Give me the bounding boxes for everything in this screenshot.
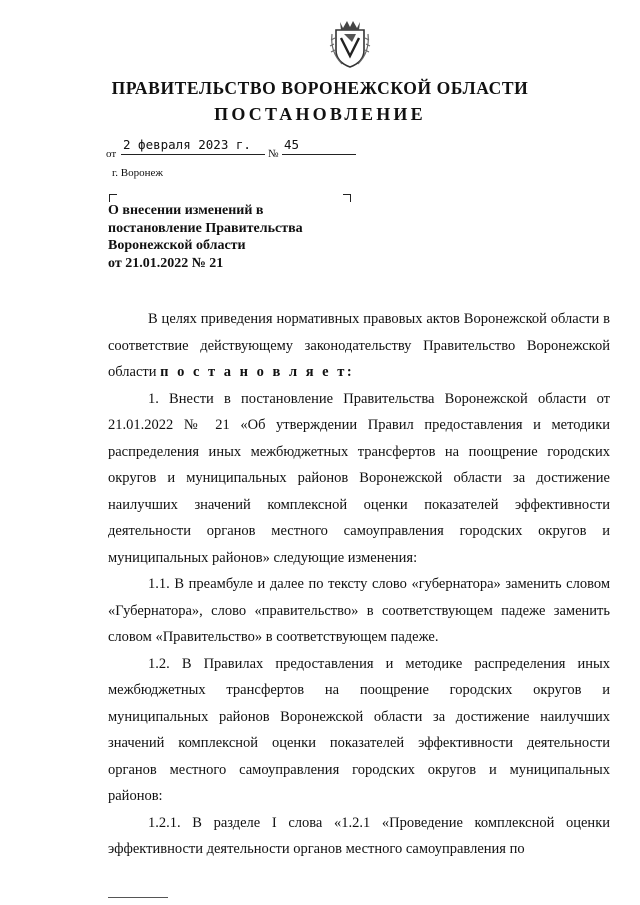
- date-prefix: от: [106, 148, 117, 160]
- subject-block: [108, 202, 338, 272]
- subject-corner-right: [343, 194, 351, 202]
- number-prefix: №: [268, 148, 279, 160]
- subject-line: Воронежской области: [108, 238, 246, 253]
- subject-corner-left: [109, 194, 117, 202]
- coat-of-arms-icon: [328, 16, 372, 70]
- registration-line: [106, 136, 366, 160]
- document-body: [108, 306, 610, 863]
- item-1-paragraph: 1. Внести в постановление Правительства Воронежской области от 21.01.2022 № 21 «Об утверждении Правил предоставления и методики распределения иных межбюджетных трансфертов на поощрение городских округов и муниципальных районов Воронежской области за достижение наилучших значений комплексной оценки показателей эффективности деятельности органов местного самоуправления городских округов и муниципальных районов» следующие изменения:: [108, 390, 610, 566]
- organization-title: ПРАВИТЕЛЬСТВО ВОРОНЕЖСКОЙ ОБЛАСТИ: [111, 78, 529, 98]
- city-label: г. Воронеж: [112, 167, 163, 179]
- subject-line: О внесении изменений в: [108, 203, 264, 218]
- preamble-text: В целях приведения нормативных правовых актов Воронежской области в соответствие действующему законодательству Правительство Воронежской области: [108, 311, 610, 380]
- number-value: 45: [282, 136, 356, 155]
- date-value: 2 февраля 2023 г.: [121, 136, 265, 155]
- subject-line: от 21.01.2022 № 21: [108, 255, 224, 271]
- item-1-2-1-paragraph: 1.2.1. В разделе I слова «1.2.1 «Проведение комплексной оценки эффективности деятельности органов местного самоуправления по: [108, 814, 610, 857]
- document-type-title: ПОСТАНОВЛЕНИЕ: [214, 104, 426, 124]
- item-1-1-paragraph: 1.1. В преамбуле и далее по тексту слово «губернатора» заменить словом «Губернатора», слово «правительство» в соответствующем падеже заменить словом «Правительство» в соответствующем падеже.: [108, 576, 610, 645]
- item-1-2-paragraph: 1.2. В Правилах предоставления и методике распределения иных межбюджетных трансфертов на поощрение городских округов и муниципальных районов Воронежской области за достижение наилучших значений комплексной оценки показателей эффективности деятельности органов местного самоуправления городских округов и муниципальных районов:: [108, 655, 610, 804]
- resolves-text: п о с т а н о в л я е т:: [160, 364, 355, 380]
- preamble-paragraph: [108, 306, 610, 386]
- subject-line: постановление Правительства: [108, 220, 303, 236]
- footnote-divider: [108, 897, 168, 898]
